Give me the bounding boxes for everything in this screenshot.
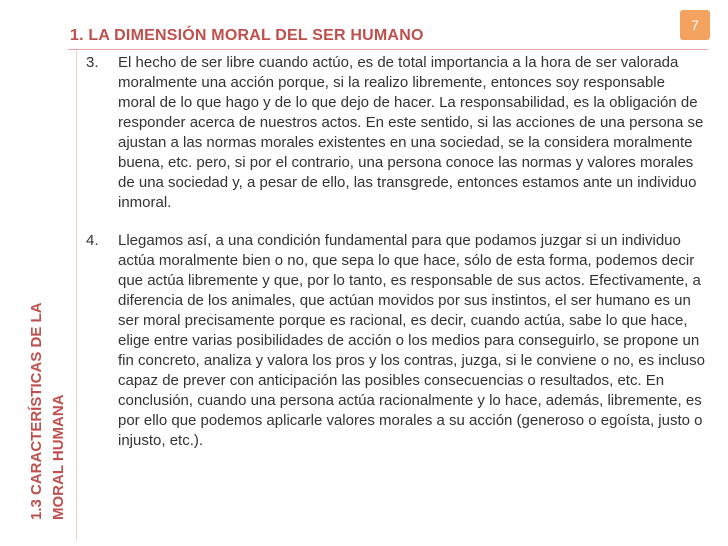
list-item-text: Llegamos así, a una condición fundamental para que podamos juzgar si un individuo actúa moralmente bien o no, que sepa lo que hace, sólo de esta forma, podemos decir que actúa libremente y que, por lo tanto, es responsable de sus actos. Efectivamente, a diferencia de los animales, que actúan movidos por sus instintos, el ser humano es un ser moral precisamente porque es racional, es decir, cuando actúa, sabe lo que hace, elige entre varias posibilidades de acción o los medios para conseguirlo, se propone un fin concreto, analiza y valora los pros y los contras, juzga, si le conviene o no, es incluso capaz de prever con anticipación las posibles consecuencias o resultados, etc. En conclusión, cuando una persona actúa racionalmente y lo hace, además, libremente, es por ello que podemos aplicarle valores morales a su acción (generoso o egoísta, justo o injusto, etc.). <box>118 232 705 449</box>
section-label-line-2: MORAL HUMANA <box>50 394 67 520</box>
slide-body <box>86 53 706 469</box>
list-item-text: El hecho de ser libre cuando actúo, es de total importancia a la hora de ser valorada moralmente una acción porque, si la realizo libremente, entonces soy responsable moral de lo que hago y de lo que dejo de hacer. La responsabilidad, es la obligación de responder acerca de nuestros actos. En este sentido, si las acciones de una persona se ajustan a las normas morales existentes en una sociedad, se la considera moralmente buena, etc. pero, si por el contrario, una persona conoce las normas y valores morales de una sociedad y, a pesar de ello, las transgrede, entonces estamos ante un individuo inmoral. <box>118 54 704 211</box>
slide-title: 1. LA DIMENSIÓN MORAL DEL SER HUMANO <box>70 27 424 44</box>
list-item-number: 4. <box>86 232 99 249</box>
section-label-line-1: 1.3 CARACTERÍSTICAS DE LA <box>28 302 45 520</box>
list-item <box>86 231 706 451</box>
page-number-badge: 7 <box>680 10 710 40</box>
list-item <box>86 53 706 213</box>
side-divider <box>76 50 77 540</box>
section-side-label <box>26 280 70 520</box>
list-item-number: 3. <box>86 54 99 71</box>
title-divider <box>68 49 708 50</box>
